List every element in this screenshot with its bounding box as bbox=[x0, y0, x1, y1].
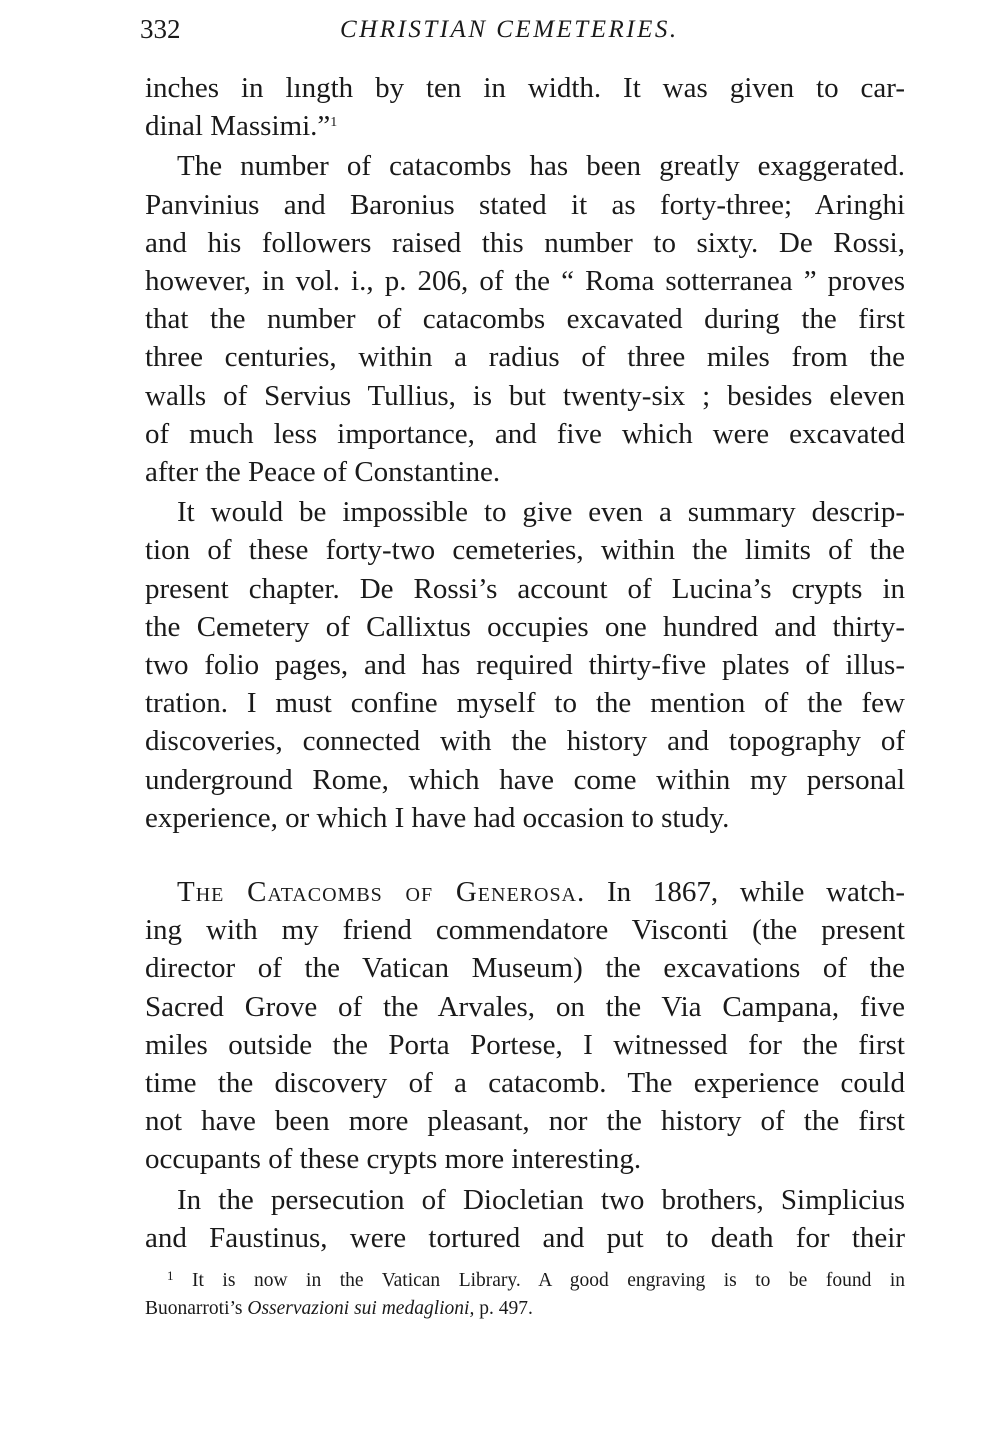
footnote-page-ref: p. 497. bbox=[479, 1298, 533, 1319]
text-line: three centuries, within a radius of three miles from the bbox=[145, 341, 905, 374]
text-line: of much less importance, and five which were excavated bbox=[145, 417, 905, 450]
text-line: tration. I must confine myself to the mention of the few bbox=[145, 687, 905, 720]
footnote-author: Buonarroti’s bbox=[145, 1298, 243, 1319]
text-line-content: dinal Massimi.” bbox=[145, 110, 331, 143]
text-line: ing with my friend commendatore Visconti (the present bbox=[145, 914, 905, 947]
body-text bbox=[145, 69, 905, 1257]
text-line: In the persecution of Diocletian two brothers, Simplicius bbox=[177, 1183, 905, 1216]
text-line: however, in vol. i., p. 206, of the “ Roma sotterranea ” proves bbox=[145, 265, 905, 298]
text-line: underground Rome, which have come within my personal bbox=[145, 763, 905, 796]
text-line: walls of Servius Tullius, is but twenty-six ; besides eleven bbox=[145, 379, 905, 412]
text-line: tion of these forty-two cemeteries, within the limits of the bbox=[145, 534, 905, 567]
footnote-reference: 1 bbox=[330, 115, 338, 131]
text-line: The number of catacombs has been greatly exaggerated. bbox=[177, 150, 905, 183]
text-line: and Faustinus, were tortured and put to death for their bbox=[145, 1221, 905, 1254]
section-gap bbox=[145, 837, 905, 873]
text-line: Sacred Grove of the Arvales, on the Via Campana, five bbox=[145, 990, 905, 1023]
text-line: after the Peace of Constantine. bbox=[145, 456, 501, 489]
text-line: the Cemetery of Callixtus occupies one hundred and thirty- bbox=[145, 610, 905, 643]
running-title: CHRISTIAN CEMETERIES. bbox=[340, 16, 679, 43]
text-line: two folio pages, and has required thirty-five plates of illus- bbox=[145, 649, 905, 682]
text-line: miles outside the Porta Portese, I witnessed for the first bbox=[145, 1028, 905, 1061]
text-line: director of the Vatican Museum) the excavations of the bbox=[145, 952, 905, 985]
text-line: inches in lıngth by ten in width. It was given to car- bbox=[145, 72, 905, 104]
text-line: that the number of catacombs excavated during the first bbox=[145, 303, 905, 336]
text-line: Panvinius and Baronius stated it as forty-three; Aringhi bbox=[145, 188, 905, 221]
running-head bbox=[140, 14, 905, 54]
footnote-work-title: Osservazioni sui medaglioni, bbox=[247, 1298, 475, 1319]
footnote-number: 1 bbox=[167, 1268, 174, 1283]
text-line-content: In 1867, while watch- bbox=[607, 876, 905, 909]
section-heading: The Catacombs of Generosa. bbox=[177, 876, 586, 909]
text-line: discoveries, connected with the history and topography of bbox=[145, 725, 905, 758]
footnote-line bbox=[145, 1295, 905, 1323]
text-line: It would be impossible to give even a summary descrip- bbox=[177, 496, 905, 529]
text-line: experience, or which I have had occasion to study. bbox=[145, 801, 730, 834]
footnotes bbox=[145, 1267, 905, 1323]
footnote-line bbox=[145, 1267, 905, 1295]
text-line: and his followers raised this number to sixty. De Rossi, bbox=[145, 226, 905, 259]
text-line: time the discovery of a catacomb. The experience could bbox=[145, 1067, 905, 1100]
text-line bbox=[145, 107, 905, 145]
text-line bbox=[145, 873, 905, 911]
footnote-text: It is now in the Vatican Library. A good engraving is to be found in bbox=[192, 1270, 905, 1291]
text-line: occupants of these crypts more interesting. bbox=[145, 1143, 642, 1176]
page-number: 332 bbox=[140, 14, 181, 44]
text-line: not have been more pleasant, nor the history of the first bbox=[145, 1105, 905, 1138]
text-line: present chapter. De Rossi’s account of Lucina’s crypts in bbox=[145, 572, 905, 605]
